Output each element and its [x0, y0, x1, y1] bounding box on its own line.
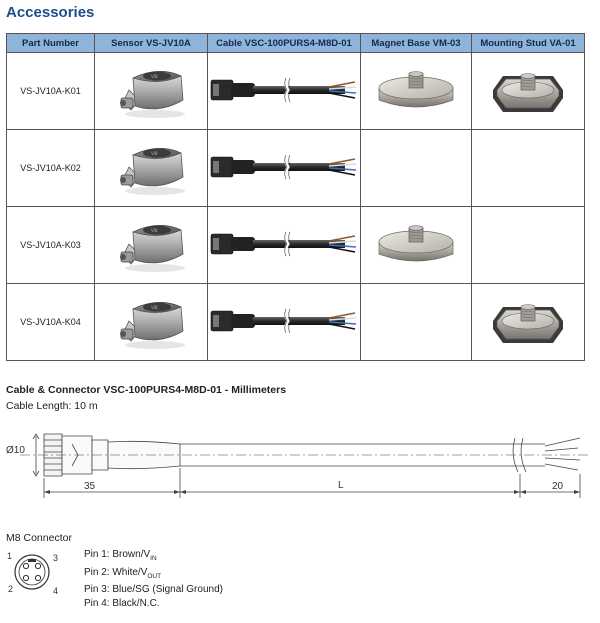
part-number-cell: VS-JV10A-K02	[7, 130, 95, 207]
table-row	[7, 53, 585, 130]
cable-dimension-drawing	[0, 418, 600, 518]
part-number-cell: VS-JV10A-K04	[7, 284, 95, 361]
table-row	[7, 284, 585, 361]
sensor-image	[111, 291, 191, 351]
cable-image	[209, 147, 359, 187]
header-magnet-base: Magnet Base VM-03	[361, 34, 472, 53]
cable-length-text: Cable Length: 10 m	[6, 400, 98, 412]
pin-2-line: Pin 2: White/$V_{OUT}$	[84, 566, 162, 580]
pin-3-line: Pin 3: Blue/SG (Signal Ground)	[84, 584, 223, 595]
header-part-number: Part Number	[7, 34, 95, 53]
mounting-stud-image	[483, 60, 573, 120]
table-header-row	[7, 34, 585, 53]
cable-image	[209, 301, 359, 341]
pin-number-4: 4	[53, 586, 59, 596]
pin-list	[84, 548, 223, 610]
m8-connector-diagram	[6, 548, 76, 598]
cable-image	[209, 70, 359, 110]
header-cable: Cable VSC-100PURS4-M8D-01	[208, 34, 361, 53]
dim-diameter-label: Ø10	[6, 445, 25, 456]
dim-cable-length: L	[338, 480, 344, 491]
table-row	[7, 130, 585, 207]
sensor-image	[111, 60, 191, 120]
pin-number-2: 2	[8, 584, 14, 594]
pin-4-line: Pin 4: Black/N.C.	[84, 597, 160, 609]
cable-section-title: Cable & Connector VSC-100PURS4-M8D-01 - Millimeters	[6, 384, 287, 396]
table-row	[7, 207, 585, 284]
empty-cell	[472, 207, 585, 284]
part-number-cell: VS-JV10A-K01	[7, 53, 95, 130]
magnet-base-image	[371, 60, 461, 120]
sensor-image	[111, 137, 191, 197]
empty-cell	[361, 284, 472, 361]
empty-cell	[361, 130, 472, 207]
cable-image	[209, 224, 359, 264]
magnet-base-image	[371, 214, 461, 274]
m8-connector-title: M8 Connector	[6, 532, 72, 544]
header-mounting-stud: Mounting Stud VA-01	[472, 34, 585, 53]
empty-cell	[472, 130, 585, 207]
mounting-stud-image	[483, 291, 573, 351]
sensor-image	[111, 214, 191, 274]
accessories-table	[6, 33, 585, 361]
pin-number-1: 1	[7, 551, 13, 561]
dim-connector-length: 35	[84, 481, 96, 492]
header-sensor: Sensor VS-JV10A	[95, 34, 208, 53]
dim-end-length: 20	[552, 481, 564, 492]
page-title: Accessories	[6, 4, 95, 21]
pin-1-line: Pin 1: Brown/$V_{IN}$	[84, 549, 157, 562]
pin-number-3: 3	[53, 553, 59, 563]
part-number-cell: VS-JV10A-K03	[7, 207, 95, 284]
